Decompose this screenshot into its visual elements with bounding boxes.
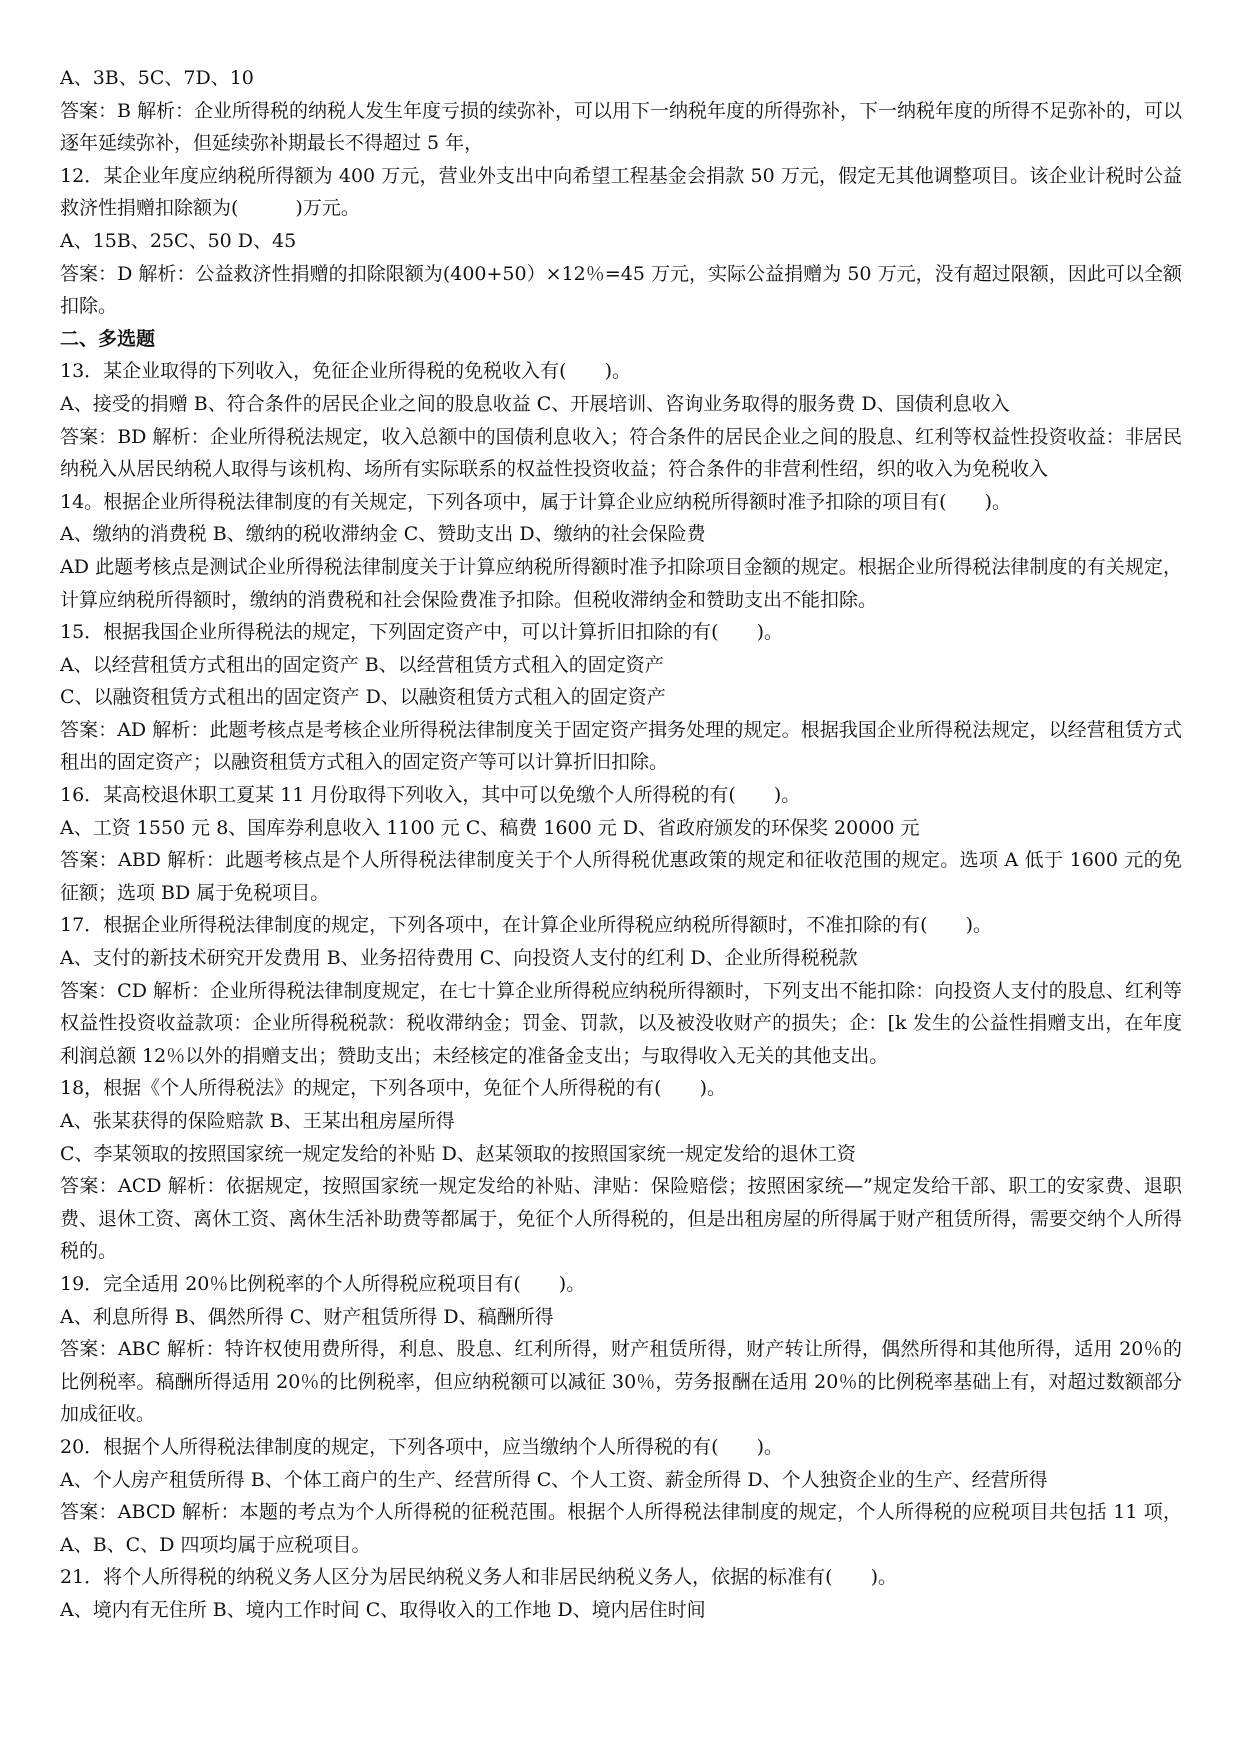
options-15-cd: C、以融资租赁方式租出的固定资产 D、以融资租赁方式租入的固定资产 [60, 686, 666, 709]
answer-14: AD 此题考核点是测试企业所得税法律制度关于计算应纳税所得额时准予扣除项目金额的规定。根据企业所得税法律制度的有关规定，计算应纳税所得额时，缴纳的消费税和社会保险费准予扣除。但税收滞纳金和赞助支出不能扣除。 [60, 555, 1182, 611]
question-16: 16．某高校退休职工夏某 11 月份取得下列收入，其中可以免缴个人所得税的有( )。 [60, 784, 801, 807]
question-18: 18，根据《个人所得税法》的规定，下列各项中，免征个人所得税的有( )。 [60, 1077, 727, 1100]
options-18-cd: C、李某领取的按照国家统一规定发给的补贴 D、赵某领取的按照国家统一规定发给的退休工资 [60, 1142, 856, 1165]
question-12: 12．某企业年度应纳税所得额为 400 万元，营业外支出中向希望工程基金会捐款 50 万元，假定无其他调整项目。该企业计税时公益救济性捐赠扣除额为( )万元。 [60, 164, 1182, 220]
answer-11: 答案：B 解析：企业所得税的纳税人发生年度亏损的续弥补，可以用下一纳税年度的所得弥补，下一纳税年度的所得不足弥补的，可以逐年延续弥补，但延续弥补期最长不得超过 5 年， [60, 99, 1183, 155]
question-15: 15．根据我国企业所得税法的规定，下列固定资产中，可以计算折旧扣除的有( )。 [60, 621, 784, 644]
options-17: A、支付的新技术研究开发费用 B、业务招待费用 C、向投资人支付的红利 D、企业所得税税款 [60, 947, 858, 970]
answer-12: 答案：D 解析：公益救济性捐赠的扣除限额为(400+50）×12％=45 万元，实际公益捐赠为 50 万元，没有超过限额，因此可以全额扣除。 [60, 262, 1182, 318]
question-17: 17．根据企业所得税法律制度的规定，下列各项中，在计算企业所得税应纳税所得额时，不准扣除的有( )。 [60, 914, 993, 937]
options-16: A、工资 1550 元 8、国库券利息收入 1100 元 C、稿费 1600 元 D、省政府颁发的环保奖 20000 元 [60, 816, 920, 839]
options-20: A、个人房产租赁所得 B、个体工商户的生产、经营所得 C、个人工资、薪金所得 D、个人独资企业的生产、经营所得 [60, 1468, 1048, 1491]
options-12: A、15B、25C、50 D、45 [60, 229, 297, 252]
answer-15: 答案：AD 解析：此题考核点是考核企业所得税法律制度关于固定资产揖务处理的规定。根据我国企业所得税法规定，以经营租赁方式租出的固定资产；以融资租赁方式租入的固定资产等可以计算折旧扣除。 [60, 718, 1182, 774]
options-14: A、缴纳的消费税 B、缴纳的税收滞纳金 C、赞助支出 D、缴纳的社会保险费 [60, 523, 706, 546]
question-13: 13．某企业取得的下列收入，免征企业所得税的免税收入有( )。 [60, 360, 632, 383]
options-21: A、境内有无住所 B、境内工作时间 C、取得收入的工作地 D、境内居住时间 [60, 1598, 706, 1621]
options-18-ab: A、张某获得的保险赔款 B、王某出租房屋所得 [60, 1110, 455, 1132]
question-21: 21．将个人所得税的纳税义务人区分为居民纳税义务人和非居民纳税义务人，依据的标准有( )。 [60, 1566, 898, 1589]
question-20: 20．根据个人所得税法律制度的规定，下列各项中，应当缴纳个人所得税的有( )。 [60, 1435, 784, 1458]
options-19: A、利息所得 B、偶然所得 C、财产租赁所得 D、稿酬所得 [60, 1305, 554, 1328]
answer-20: 答案：ABCD 解析：本题的考点为个人所得税的征税范围。根据个人所得税法律制度的规定，个人所得税的应税项目共包括 11 项，A、B、C、D 四项均属于应税项目。 [60, 1501, 1182, 1556]
answer-16: 答案：ABD 解析：此题考核点是个人所得税法律制度关于个人所得税优惠政策的规定和征收范围的规定。选项 A 低于 1600 元的免征额；选项 BD 属于免税项目。 [60, 849, 1182, 904]
answer-19: 答案：ABC 解析：特许权使用费所得，利息、股息、红利所得，财产租赁所得，财产转让所得，偶然所得和其他所得，适用 20％的比例税率。稿酬所得适用 20％的比例税率，但应纳税额可以减征 30％，劳务报酬在适用 20％的比例税率基础上有，对超过数额部分加成征收。 [60, 1338, 1182, 1426]
options-15-ab: A、以经营租赁方式租出的固定资产 B、以经营租赁方式租入的固定资产 [60, 653, 664, 676]
question-19: 19．完全适用 20％比例税率的个人所得税应税项目有( )。 [60, 1272, 586, 1295]
answer-17: 答案：CD 解析：企业所得税法律制度规定，在七十算企业所得税应纳税所得额时，下列支出不能扣除：向投资人支付的股息、红利等权益性投资收益款项：企业所得税税款：税收滞纳金；罚金、罚款，以及被没收财产的损失；企：[k 发生的公益性捐赠支出，在年度利润总额 12％以外的捐赠支出；赞助支出；未经核定的准备金支出；与取得收入无关的其他支出。 [60, 979, 1182, 1067]
answer-18: 答案：ACD 解析：依据规定，按照国家统一规定发给的补贴、津贴：保险赔偿；按照困家统—”规定发给干部、职工的安家费、退职费、退休工资、离休工资、离休生活补助费等都属于，免征个人所得税的，但是出租房屋的所得属于财产租赁所得，需要交纳个人所得税的。 [60, 1175, 1182, 1263]
question-14: 14。根据企业所得税法律制度的有关规定，下列各项中，属于计算企业应纳税所得额时准予扣除的项目有( )。 [60, 490, 1012, 513]
options-11: A、3B、5C、7D、10 [60, 67, 254, 89]
section-heading-multiple-choice: 二、多选题 [60, 327, 156, 350]
document-page [60, 62, 1182, 1627]
answer-13: 答案：BD 解析：企业所得税法规定，收入总额中的国债利息收入；符合条件的居民企业之间的股息、红利等权益性投资收益：非居民纳税入从居民纳税人取得与该机构、场所有实际联系的权益性投资收益；符合条件的非营利性绍，织的收入为免税收入 [60, 425, 1182, 481]
options-13: A、接受的捐赠 B、符合条件的居民企业之间的股息收益 C、开展培训、咨询业务取得的服务费 D、国债利息收入 [60, 392, 1010, 415]
